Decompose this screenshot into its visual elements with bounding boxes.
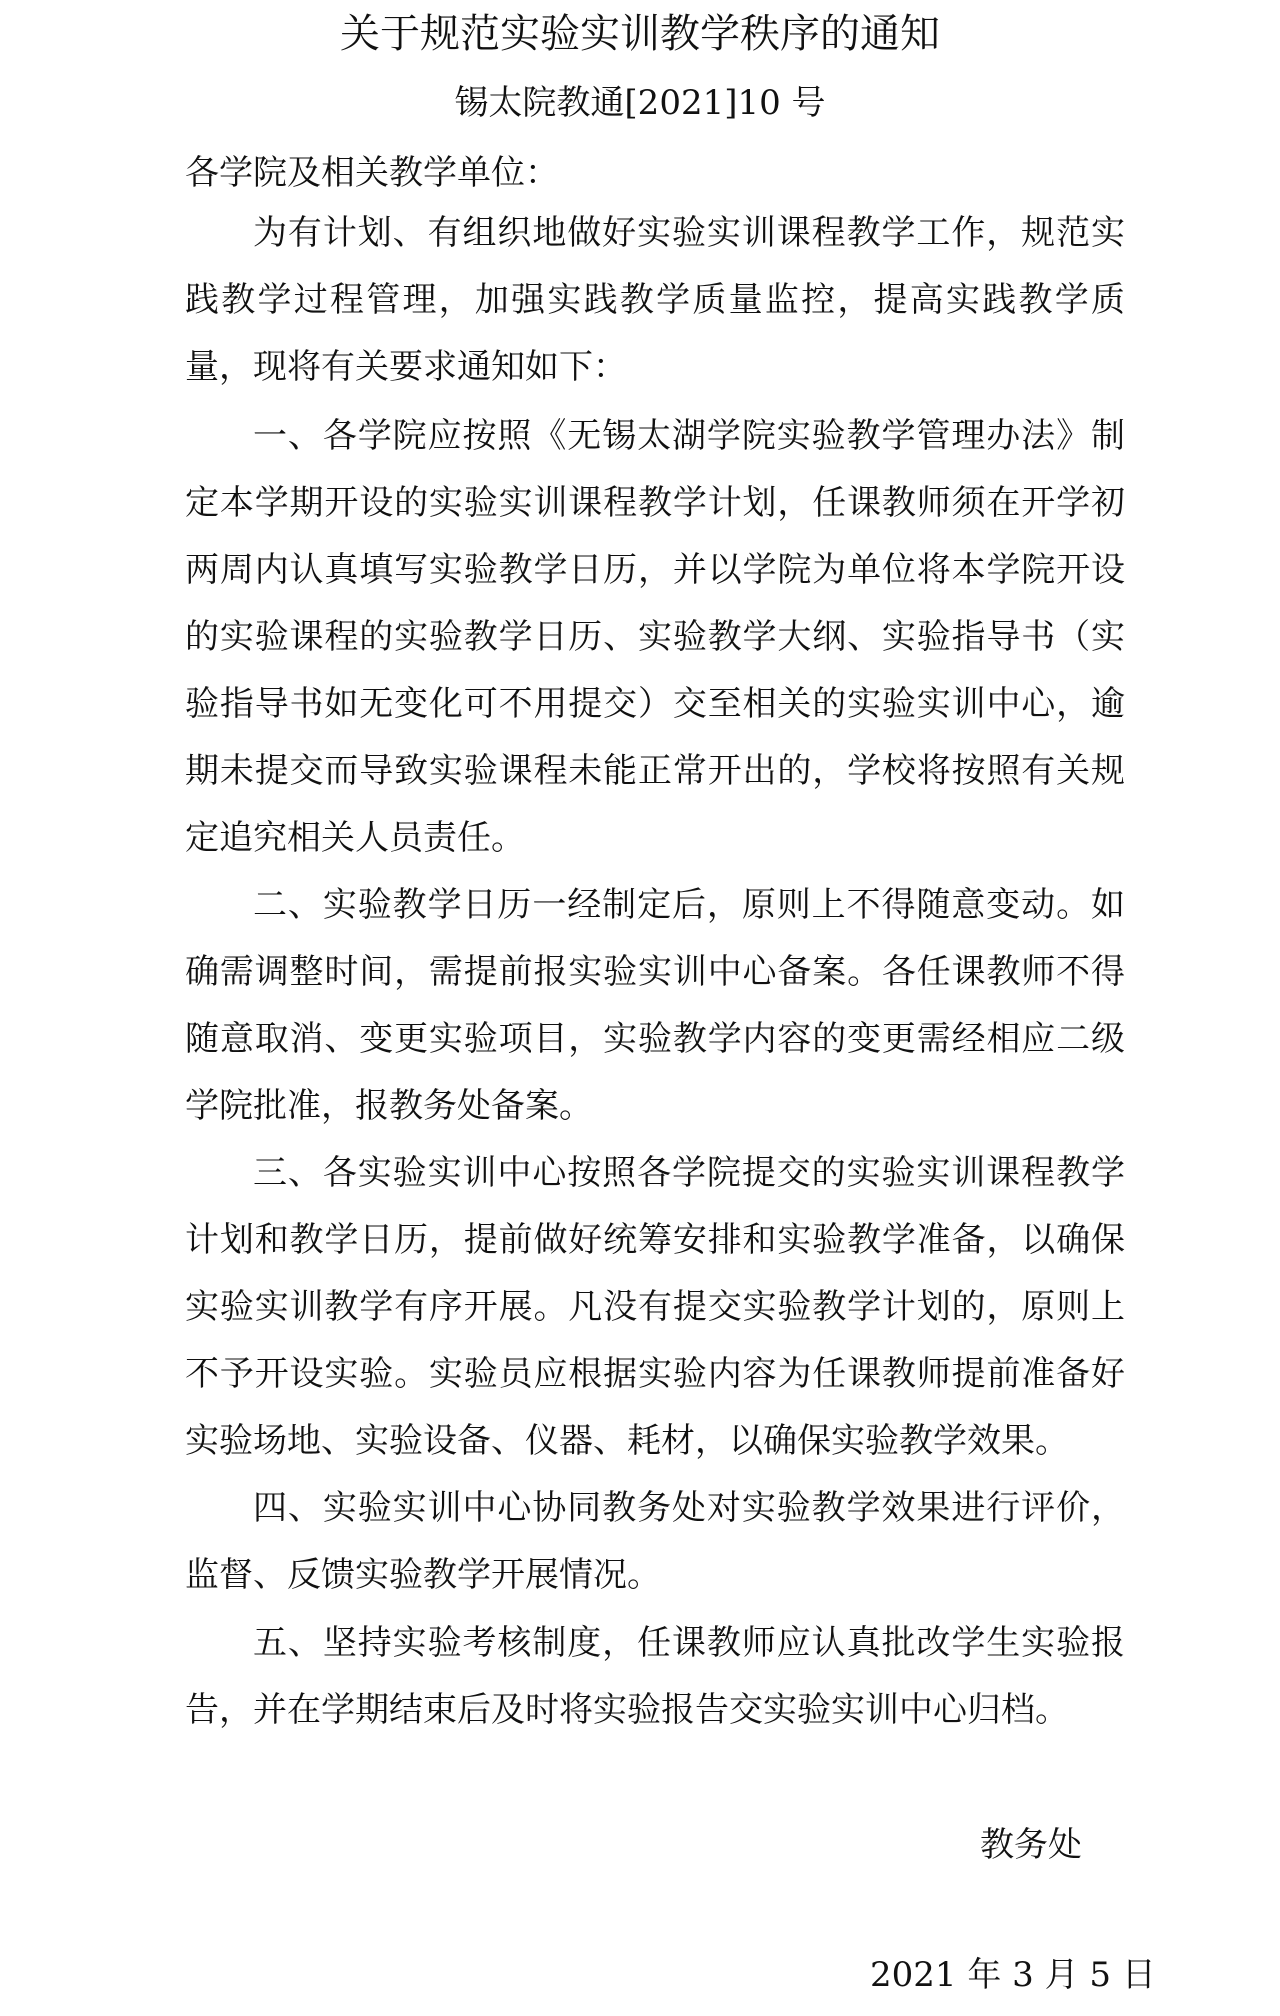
item-three-paragraph: 三、各实验实训中心按照各学院提交的实验实训课程教学计划和教学日历，提前做好统筹安排和实验教学准备，以确保实验实训教学有序开展。凡没有提交实验教学计划的，原则上不予开设实验。实验员应根据实验内容为任课教师提前准备好实验场地、实验设备、仪器、耗材，以确保实验教学效果。 [185, 1153, 1125, 1461]
item-one-paragraph: 一、各学院应按照《无锡太湖学院实验教学管理办法》制定本学期开设的实验实训课程教学计划，任课教师须在开学初两周内认真填写实验教学日历，并以学院为单位将本学院开设的实验课程的实验教学日历、实验教学大纲、实验指导书（实验指导书如无变化可不用提交）交至相关的实验实训中心，逾期未提交而导致实验课程未能正常开出的，学校将按照有关规定追究相关人员责任。 [185, 416, 1125, 858]
item-two-paragraph: 二、实验教学日历一经制定后，原则上不得随意变动。如确需调整时间，需提前报实验实训中心备案。各任课教师不得随意取消、变更实验项目，实验教学内容的变更需经相应二级学院批准，报教务处备案。 [185, 885, 1125, 1126]
document-number: 锡太院教通[2021]10 号 [454, 83, 826, 123]
issue-date: 2021 年 3 月 5 日 [870, 1955, 1156, 1995]
addressee-line: 各学院及相关教学单位： [185, 153, 559, 193]
issuer-signature: 教务处 [980, 1825, 1082, 1865]
item-five-paragraph: 五、坚持实验考核制度，任课教师应认真批改学生实验报告，并在学期结束后及时将实验报告交实验实训中心归档。 [185, 1623, 1125, 1730]
intro-paragraph: 为有计划、有组织地做好实验实训课程教学工作，规范实践教学过程管理，加强实践教学质量监控，提高实践教学质量，现将有关要求通知如下： [185, 213, 1125, 387]
item-four-paragraph: 四、实验实训中心协同教务处对实验教学效果进行评价，监督、反馈实验教学开展情况。 [185, 1488, 1125, 1595]
document-title: 关于规范实验实训教学秩序的通知 [340, 11, 940, 57]
